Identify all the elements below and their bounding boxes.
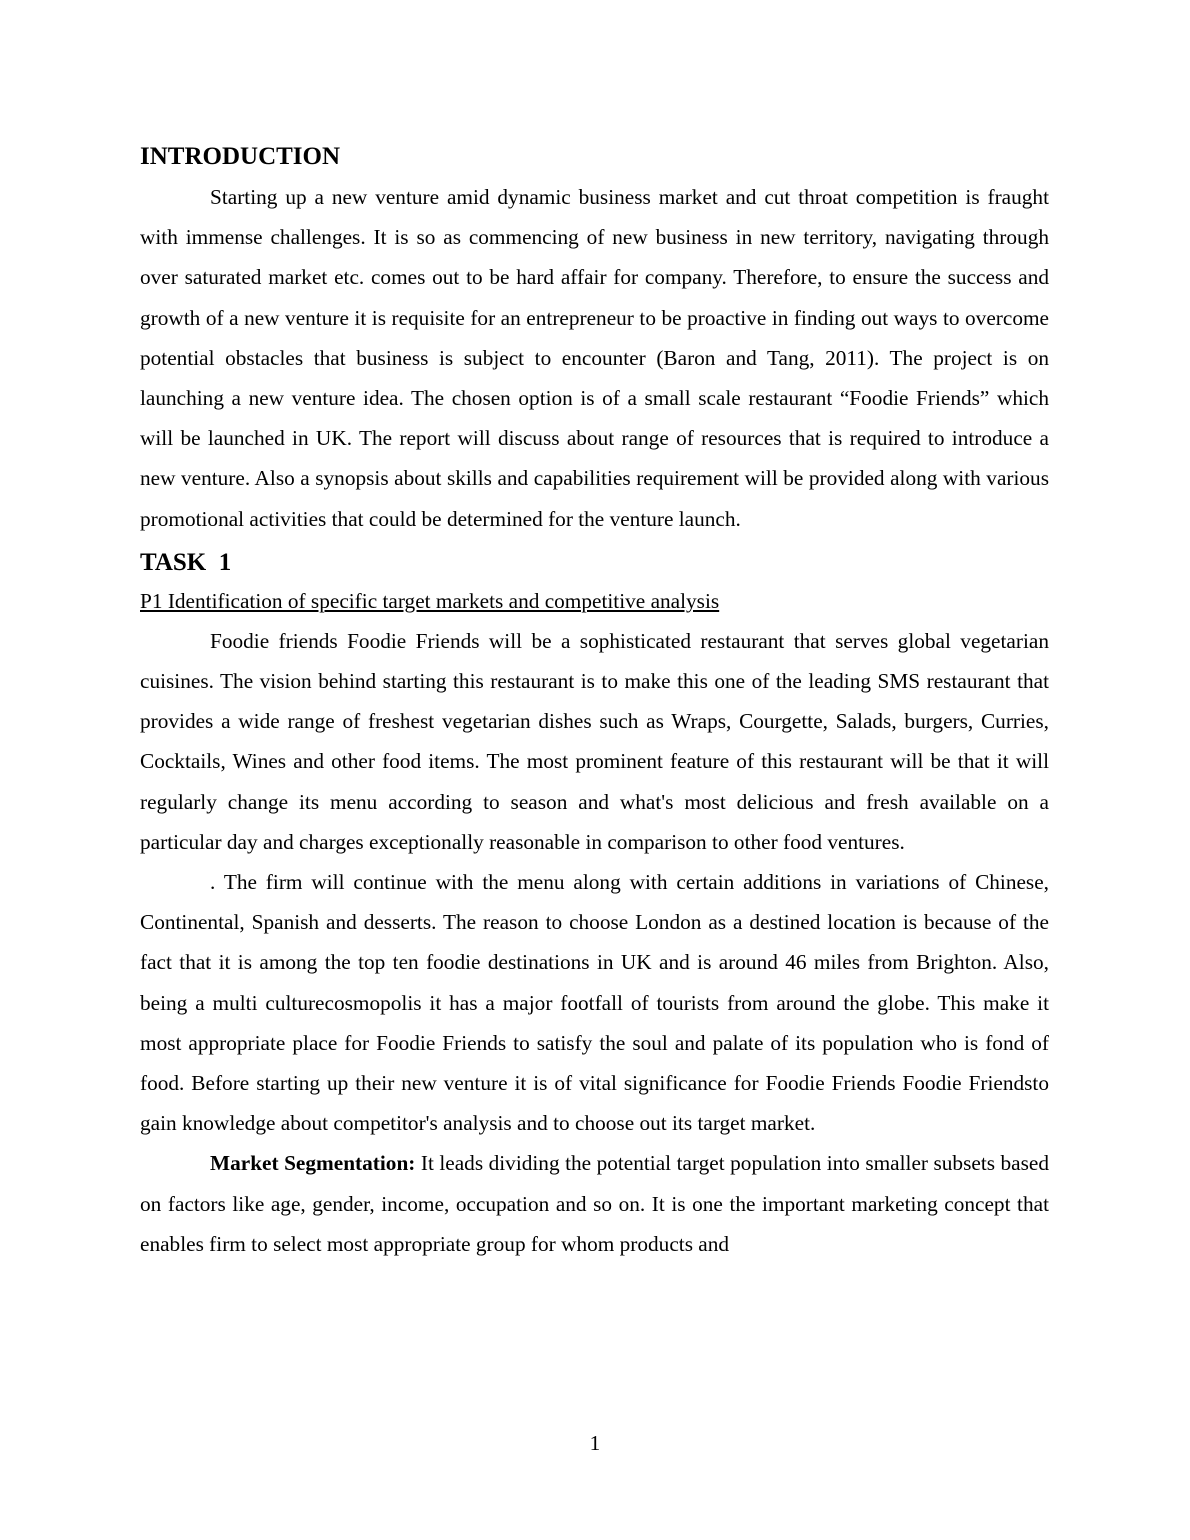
market-segmentation-text: It leads dividing the potential target population into smaller subsets based on factors like age, gender, income, occupation and so on. It is one the important marketing concept that enables firm to select most appropriate group for whom products and [140, 1151, 1049, 1256]
introduction-heading: INTRODUCTION [140, 143, 341, 170]
foodie-friends-paragraph: Foodie friends Foodie Friends will be a sophisticated restaurant that serves global vegetarian cuisines. The vision behind starting this restaurant is to make this one of the leading SMS restaurant that provides a wide range of freshest vegetarian dishes such as Wraps, Courgette, Salads, burgers, Curries, Cocktails, Wines and other food items. The most prominent feature of this restaurant will be that it will regularly change its menu according to season and what's most delicious and fresh available on a particular day and charges exceptionally reasonable in comparison to other food ventures. [140, 628, 1049, 854]
p1-subheading: P1 Identification of specific target markets and competitive analysis [140, 588, 720, 613]
page-number: 1 [589, 1431, 601, 1455]
introduction-paragraph: Starting up a new venture amid dynamic business market and cut throat competition is fraught with immense challenges. It is so as commencing of new business in new territory, navigating through over saturated market etc. comes out to be hard affair for company. Therefore, to ensure the success and growth of a new venture it is requisite for an entrepreneur to be proactive in finding out ways to overcome potential obstacles that business is subject to encounter (Baron and Tang, 2011). The project is on launching a new venture idea. The chosen option is of a small scale restaurant “Foodie Friends” which will be launched in UK. The report will discuss about range of resources that is required to introduce a new venture. Also a synopsis about skills and capabilities requirement will be provided along with various promotional activities that could be determined for the venture launch. [140, 185, 1049, 531]
firm-menu-paragraph: . The firm will continue with the menu along with certain additions in variations of Chinese, Continental, Spanish and desserts. The reason to choose London as a destined location is because of the fact that it is among the top ten foodie destinations in UK and is around 46 miles from Brighton. Also, being a multi culturecosmopolis it has a major footfall of tourists from around the globe. This make it most appropriate place for Foodie Friends to satisfy the soul and palate of its population who is fond of food. Before starting up their new venture it is of vital significance for Foodie Friends Foodie Friendsto gain knowledge about competitor's analysis and to choose out its target market. [140, 870, 1049, 1136]
task-1-heading: TASK 1 [140, 548, 232, 576]
market-segmentation-paragraph [140, 1143, 1049, 1264]
page-content [140, 139, 1049, 1264]
market-segmentation-label: Market Segmentation: [210, 1151, 416, 1176]
